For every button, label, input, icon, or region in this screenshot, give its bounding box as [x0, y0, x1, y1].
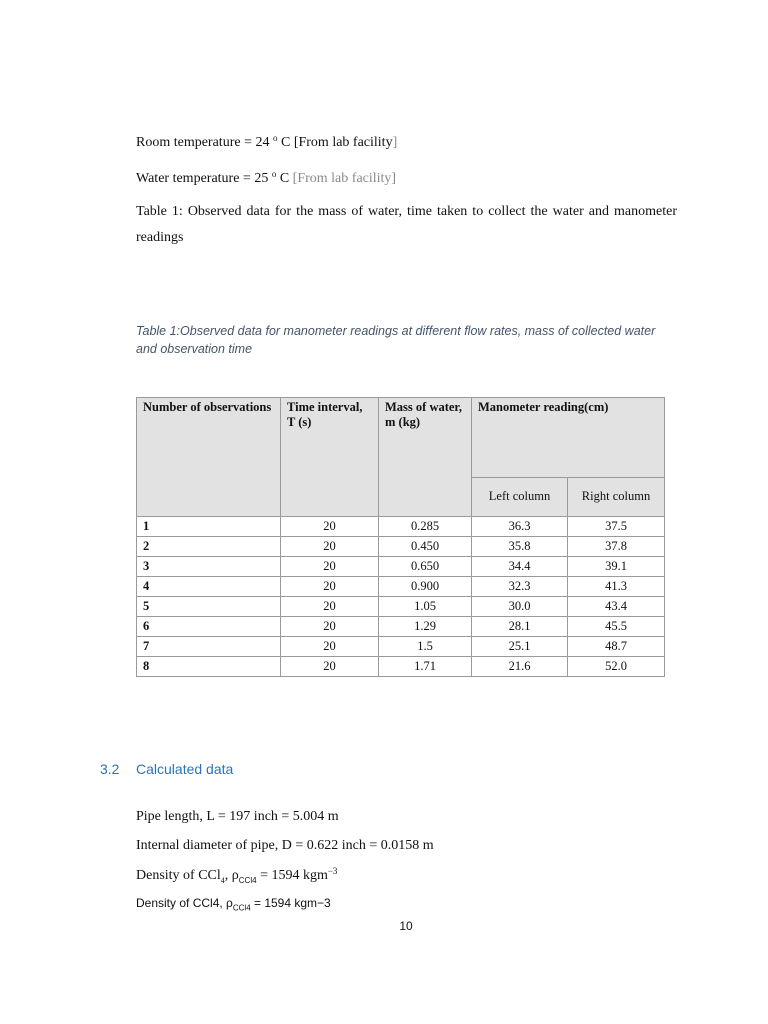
cell-time: 20 — [281, 657, 379, 677]
cell-observation: 3 — [137, 557, 281, 577]
cell-right: 39.1 — [568, 557, 665, 577]
cell-right: 48.7 — [568, 637, 665, 657]
cell-mass: 0.450 — [379, 537, 472, 557]
cell-mass: 1.05 — [379, 597, 472, 617]
cell-left: 21.6 — [472, 657, 568, 677]
table-header-row — [137, 398, 665, 478]
cell-left: 34.4 — [472, 557, 568, 577]
cell-time: 20 — [281, 637, 379, 657]
cell-right: 45.5 — [568, 617, 665, 637]
water-unit: C — [276, 171, 293, 186]
water-temperature-text: Water temperature = 25 — [136, 171, 269, 186]
cell-left: 28.1 — [472, 617, 568, 637]
room-degree: o — [272, 133, 278, 143]
cell-left: 25.1 — [472, 637, 568, 657]
table-row — [137, 597, 665, 617]
observed-data-table — [136, 397, 665, 677]
density-line — [136, 866, 337, 885]
density-plain-value: = 1594 kgm−3 — [250, 896, 331, 910]
section-heading — [100, 761, 233, 777]
cell-mass: 0.650 — [379, 557, 472, 577]
room-temperature-suffix: C [From lab facility — [277, 135, 393, 150]
table-row — [137, 657, 665, 677]
cell-right: 37.8 — [568, 537, 665, 557]
cell-time: 20 — [281, 617, 379, 637]
cell-left: 32.3 — [472, 577, 568, 597]
table-row — [137, 637, 665, 657]
cell-time: 20 — [281, 597, 379, 617]
room-temperature-line — [136, 133, 397, 151]
header-right-column: Right column — [568, 477, 665, 516]
cell-left: 35.8 — [472, 537, 568, 557]
cell-left: 36.3 — [472, 517, 568, 537]
density-subscript: 4 — [220, 875, 225, 885]
cell-observation: 8 — [137, 657, 281, 677]
cell-time: 20 — [281, 537, 379, 557]
cell-observation: 5 — [137, 597, 281, 617]
density-value: = 1594 kgm — [256, 868, 328, 883]
section-title: Calculated data — [136, 761, 234, 777]
cell-right: 52.0 — [568, 657, 665, 677]
header-left-column: Left column — [472, 477, 568, 516]
cell-mass: 1.29 — [379, 617, 472, 637]
intro-paragraph: Table 1: Observed data for the mass of water, time taken to collect the water and manometer readings — [136, 204, 677, 245]
cell-mass: 1.71 — [379, 657, 472, 677]
water-source: [From lab facility] — [292, 171, 397, 186]
table-row — [137, 557, 665, 577]
density-prefix: Density of CCl — [136, 868, 221, 883]
cell-observation: 4 — [137, 577, 281, 597]
page-number: 10 — [399, 919, 413, 933]
cell-right: 41.3 — [568, 577, 665, 597]
density-rho-subscript: CCl4 — [238, 875, 257, 885]
density-rho: , ρ — [224, 868, 239, 883]
cell-time: 20 — [281, 577, 379, 597]
table-row — [137, 577, 665, 597]
cell-left: 30.0 — [472, 597, 568, 617]
room-bracket-close: ] — [392, 135, 398, 150]
header-manometer: Manometer reading(cm) — [472, 398, 665, 478]
cell-observation: 6 — [137, 617, 281, 637]
water-temperature-line — [136, 169, 396, 187]
header-mass: Mass of water, m (kg) — [379, 398, 472, 517]
density-exponent: −3 — [327, 866, 338, 876]
cell-time: 20 — [281, 517, 379, 537]
pipe-diameter-line: Internal diameter of pipe, D = 0.622 inch = 0.0158 m — [136, 838, 434, 853]
cell-observation: 2 — [137, 537, 281, 557]
room-temperature-text: Room temperature = 24 — [136, 135, 270, 150]
table-row — [137, 537, 665, 557]
cell-mass: 0.285 — [379, 517, 472, 537]
table-row — [137, 517, 665, 537]
cell-mass: 1.5 — [379, 637, 472, 657]
water-degree: o — [271, 169, 277, 179]
header-observations: Number of observations — [137, 398, 281, 517]
header-time: Time interval, T (s) — [281, 398, 379, 517]
cell-observation: 7 — [137, 637, 281, 657]
table-row — [137, 617, 665, 637]
cell-mass: 0.900 — [379, 577, 472, 597]
cell-observation: 1 — [137, 517, 281, 537]
cell-right: 37.5 — [568, 517, 665, 537]
density-plain-subscript: CCl4 — [232, 903, 251, 913]
pipe-length-line: Pipe length, L = 197 inch = 5.004 m — [136, 809, 339, 824]
cell-right: 43.4 — [568, 597, 665, 617]
table-caption: Table 1:Observed data for manometer readings at different flow rates, mass of collected water and observation time — [136, 324, 656, 356]
cell-time: 20 — [281, 557, 379, 577]
density-plain-prefix: Density of CCl4, ρ — [136, 896, 233, 910]
density-plain-line — [136, 896, 331, 912]
section-number: 3.2 — [100, 761, 120, 777]
